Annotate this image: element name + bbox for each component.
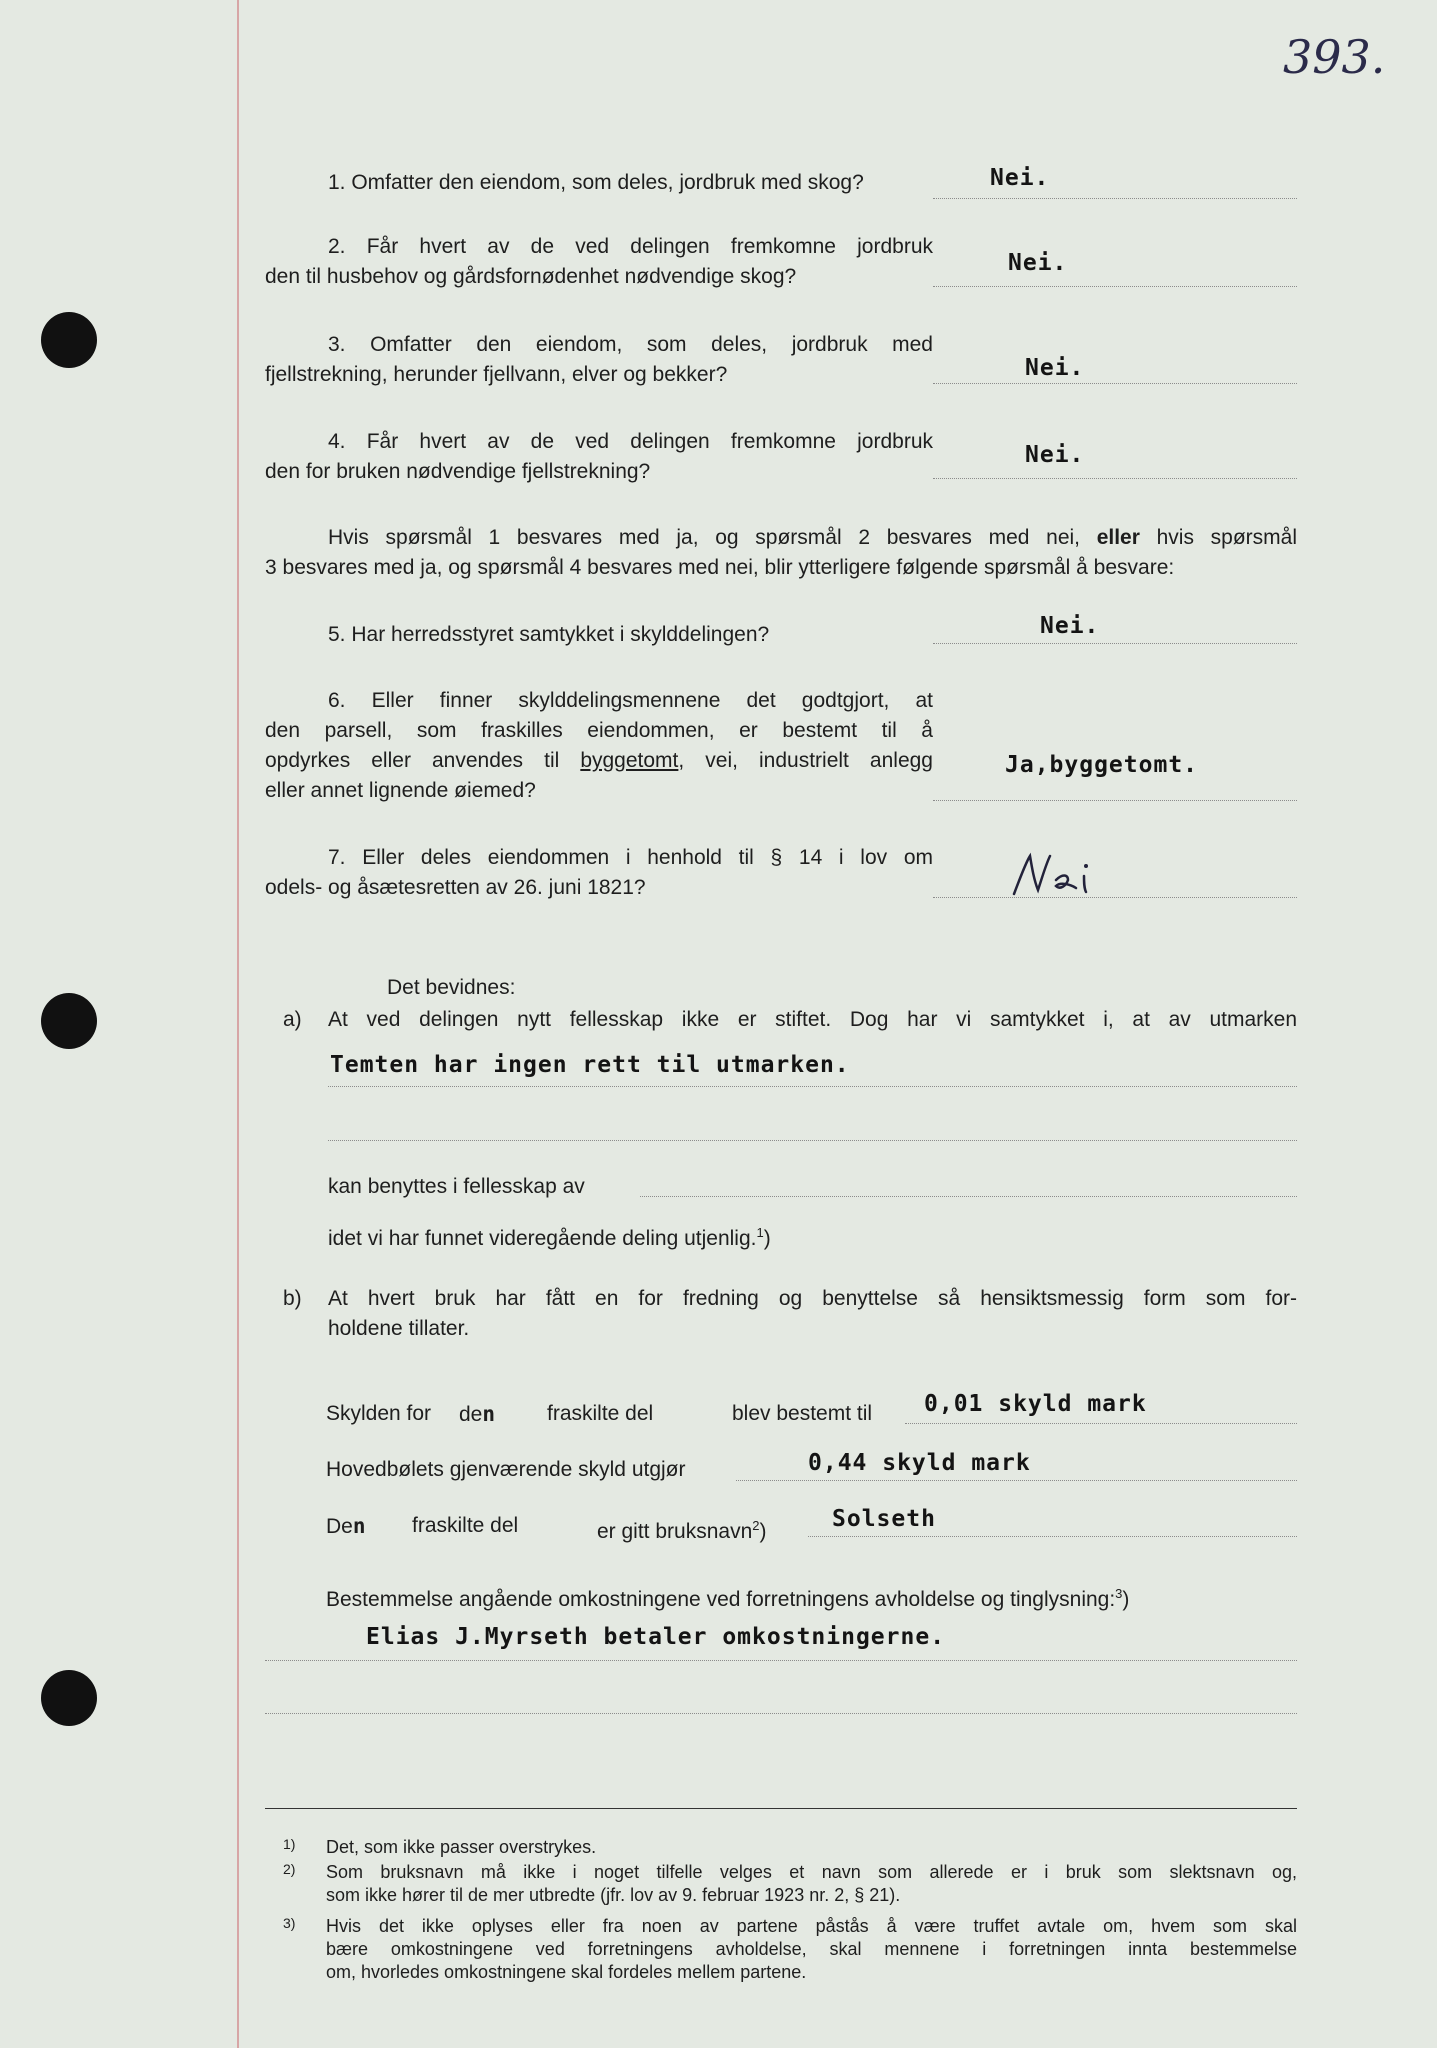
question-6-text-a: opdyrkes eller anvendes til bbox=[265, 749, 560, 772]
question-6-line-4: eller annet lignende øiemed? bbox=[265, 779, 536, 802]
question-1: 1. Omfatter den eiendom, som deles, jordbruk med skog? bbox=[328, 171, 864, 194]
conditional-line-1 bbox=[265, 523, 1297, 553]
conditional-line-2: 3 besvares med ja, og spørsmål 4 besvares med nei, blir ytterligere følgende spørsmål å besvare: bbox=[265, 556, 1175, 579]
footnote-ref-2: 2 bbox=[752, 1518, 760, 1533]
footnote-2-line-1: Som bruksnavn må ikke i noget tilfelle velges et navn som allerede er i bruk som slektsnavn og, bbox=[326, 1862, 1297, 1882]
question-5: 5. Har herredsstyret samtykket i skylddelingen? bbox=[328, 623, 770, 646]
further-division-text bbox=[328, 1218, 771, 1254]
skyld-label-c: fraskilte del bbox=[547, 1402, 654, 1425]
question-4-line-2: den for bruken nødvendige fjellstrekning? bbox=[265, 460, 651, 483]
answer-line-2 bbox=[933, 286, 1297, 287]
answer-line-3 bbox=[933, 383, 1297, 384]
conditional-text-b: hvis spørsmål bbox=[1156, 526, 1297, 549]
skyld-n-typed: n bbox=[482, 1402, 496, 1426]
hovedbol-line bbox=[736, 1480, 1297, 1481]
skyld-label-b bbox=[459, 1399, 495, 1430]
conditional-text-a: Hvis spørsmål 1 besvares med ja, og spørsmål 2 besvares med nei, bbox=[328, 526, 1080, 549]
footnote-3-mark: 3) bbox=[283, 1915, 296, 1931]
costs-line-1 bbox=[265, 1660, 1297, 1661]
answer-1: Nei. bbox=[990, 165, 1050, 191]
footnote-2-line-2: som ikke hører til de mer utbredte (jfr. lov av 9. februar 1923 nr. 2, § 21). bbox=[326, 1885, 901, 1905]
costs-text: Bestemmelse angående omkostningene ved forretningens avholdelse og tinglysning: bbox=[326, 1588, 1116, 1611]
costs-label: Bestemmelse angående omkostningene ved forretningens avholdelse og tinglysning:$^3$) bbox=[326, 1586, 1130, 1611]
question-6-line-1: 6. Eller finner skylddelingsmennene det godtgjort, at bbox=[328, 689, 933, 712]
item-a-text: At ved delingen nytt fellesskap ikke er stiftet. Dog har vi samtykket i, at av utmarken bbox=[328, 1008, 1297, 1031]
item-a-line-1 bbox=[328, 1086, 1297, 1087]
bruksnavn-de: De bbox=[326, 1515, 353, 1538]
answer-line-5 bbox=[933, 643, 1297, 644]
punch-hole-bottom bbox=[41, 1670, 97, 1726]
common-use-text: kan benyttes i fellesskap av bbox=[328, 1175, 585, 1198]
footnote-ref-1: 1 bbox=[756, 1225, 764, 1240]
question-7-line-2: odels- og åsætesretten av 26. juni 1821? bbox=[265, 876, 646, 899]
bruksnavn-n-typed: n bbox=[352, 1514, 366, 1538]
item-b-label: b) bbox=[283, 1287, 302, 1310]
footnote-ref-3: 3 bbox=[1115, 1586, 1123, 1601]
further-division-paren: ) bbox=[763, 1227, 771, 1250]
answer-line-7 bbox=[933, 897, 1297, 898]
question-4-line-1: 4. Får hvert av de ved delingen fremkomne jordbruk bbox=[328, 430, 933, 453]
answer-3: Nei. bbox=[1025, 355, 1085, 381]
bruksnavn-text: er gitt bruksnavn bbox=[597, 1520, 753, 1543]
question-6-text-b: , vei, industrielt anlegg bbox=[678, 749, 933, 772]
bruksnavn-label-c: er gitt bruksnavn$^2$) bbox=[597, 1518, 767, 1543]
question-7-line-1: 7. Eller deles eiendommen i henhold til § 14 i lov om bbox=[328, 846, 933, 869]
bruksnavn-value: Solseth bbox=[832, 1506, 936, 1532]
answer-line-1 bbox=[933, 198, 1297, 199]
item-b-line-2: holdene tillater. bbox=[328, 1317, 470, 1340]
certification-heading: Det bevidnes: bbox=[387, 976, 516, 999]
costs-value: Elias J.Myrseth betaler omkostningerne. bbox=[366, 1624, 946, 1650]
footnote-separator bbox=[265, 1808, 1297, 1809]
question-2-line-1: 2. Får hvert av de ved delingen fremkomne jordbruk bbox=[328, 235, 933, 258]
page-number: 393. bbox=[1283, 30, 1386, 84]
common-use-line bbox=[640, 1196, 1297, 1197]
further-division-main: idet vi har funnet videregående deling utjenlig. bbox=[328, 1227, 757, 1250]
question-6-line-3 bbox=[265, 746, 933, 776]
answer-4: Nei. bbox=[1025, 442, 1085, 468]
footnote-1-mark: 1) bbox=[283, 1836, 296, 1852]
hovedbol-value: 0,44 skyld mark bbox=[808, 1450, 1031, 1476]
handwritten-nei-signature bbox=[1010, 850, 1120, 900]
footnote-3-line-1: Hvis det ikke oplyses eller fra noen av partene påstås å være truffet avtale om, hvem som skal bbox=[326, 1916, 1297, 1936]
bruksnavn-line bbox=[808, 1536, 1297, 1537]
skyld-line bbox=[905, 1423, 1297, 1424]
answer-2: Nei. bbox=[1008, 250, 1068, 276]
footnote-3-line-3: om, hvorledes omkostningene skal fordeles mellem partene. bbox=[326, 1962, 807, 1982]
answer-5: Nei. bbox=[1040, 613, 1100, 639]
skyld-label-d: blev bestemt til bbox=[732, 1402, 873, 1425]
punch-hole-middle bbox=[41, 993, 97, 1049]
punch-hole-top bbox=[41, 312, 97, 368]
footnote-3-line-2: bære omkostningene ved forretningens avholdelse, skal mennene i forretningen innta bestemmelse bbox=[326, 1939, 1297, 1959]
answer-line-6 bbox=[933, 800, 1297, 801]
bruksnavn-label-b: fraskilte del bbox=[412, 1514, 519, 1537]
question-2-line-2: den til husbehov og gårdsfornødenhet nødvendige skog? bbox=[265, 265, 797, 288]
skyld-value: 0,01 skyld mark bbox=[924, 1391, 1147, 1417]
answer-line-4 bbox=[933, 478, 1297, 479]
hovedbol-label: Hovedbølets gjenværende skyld utgjør bbox=[326, 1458, 686, 1481]
conditional-bold: eller bbox=[1096, 526, 1140, 549]
red-margin-line bbox=[237, 0, 239, 2048]
skyld-label-a: Skylden for bbox=[326, 1402, 432, 1425]
skyld-de: de bbox=[459, 1403, 483, 1426]
footnote-1-line-1: Det, som ikke passer overstrykes. bbox=[326, 1837, 597, 1857]
answer-6: Ja,byggetomt. bbox=[1005, 752, 1199, 778]
question-3-line-1: 3. Omfatter den eiendom, som deles, jordbruk med bbox=[328, 333, 933, 356]
item-a-typed: Temten har ingen rett til utmarken. bbox=[330, 1052, 850, 1078]
question-6-underlined: byggetomt bbox=[580, 749, 679, 772]
item-a-line-2 bbox=[328, 1140, 1297, 1141]
bruksnavn-label-a bbox=[326, 1511, 366, 1542]
question-3-line-2: fjellstrekning, herunder fjellvann, elver og bekker? bbox=[265, 363, 728, 386]
item-b-line-1: At hvert bruk har fått en for fredning og benyttelse så hensiktsmessig form som for- bbox=[328, 1287, 1297, 1310]
question-6-line-2: den parsell, som fraskilles eiendommen, er bestemt til å bbox=[265, 719, 933, 742]
item-a-label: a) bbox=[283, 1008, 302, 1031]
footnote-2-mark: 2) bbox=[283, 1861, 296, 1877]
costs-line-2 bbox=[265, 1713, 1297, 1714]
